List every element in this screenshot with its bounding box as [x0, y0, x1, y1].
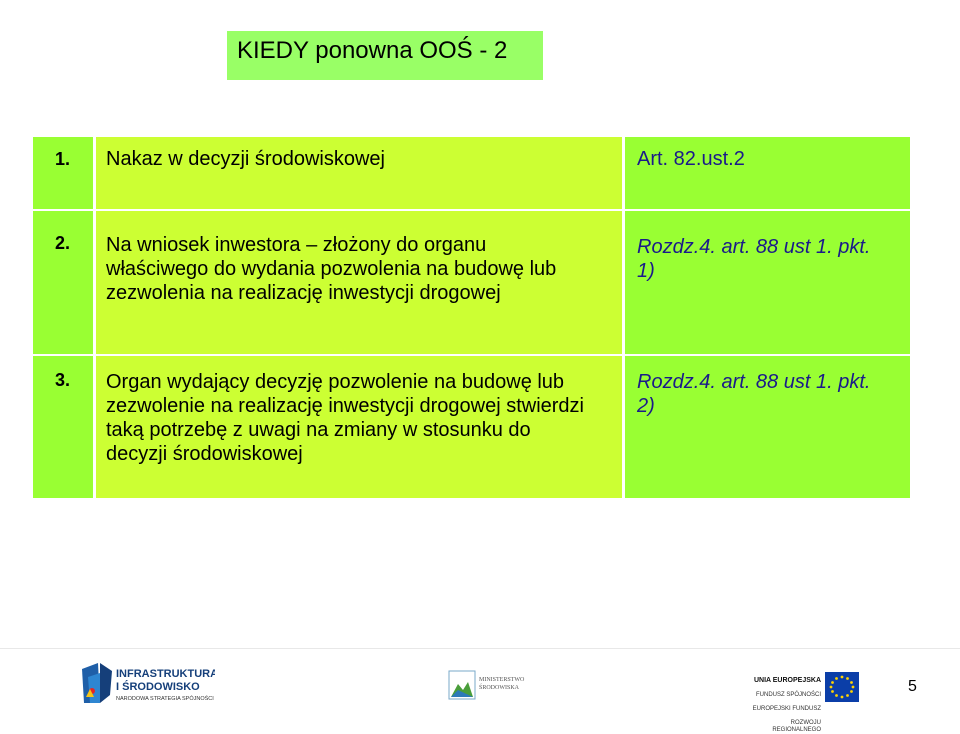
logo-mos-line2: ŚRODOWISKA: [479, 685, 520, 691]
logo-infra-line3: NARODOWA STRATEGIA SPÓJNOŚCI: [116, 696, 214, 702]
ministerstwo-emblem-icon: [448, 670, 528, 702]
row-3-number-cell: [33, 356, 93, 498]
ministerstwo-logo: [448, 670, 528, 702]
row-3-description-cell: [96, 356, 622, 498]
row-2-reference-cell: [625, 211, 910, 354]
title-box: [227, 31, 543, 80]
row-description: Nakaz w decyzji środowiskowej: [106, 148, 385, 170]
infrastruktura-emblem-icon: [80, 663, 215, 705]
row-number: 2.: [55, 233, 71, 253]
row-1-reference-cell: [625, 137, 910, 209]
row-2-number-cell: [33, 211, 93, 354]
eu-line4: ROZWOJU REGIONALNEGO: [772, 720, 821, 733]
row-description: Na wniosek inwestora – złożony do organu właściwego do wydania pozwolenia na budowę lub zezwolenia na realizację inwestycji drogowej: [106, 234, 557, 304]
logo-mos-line1: MINISTERSTWO: [479, 677, 525, 683]
row-reference: Rozdz.4. art. 88 ust 1. pkt. 1): [637, 236, 871, 282]
eu-line2: FUNDUSZ SPÓJNOŚCI: [755, 692, 821, 698]
footer-divider: [0, 648, 960, 649]
row-1-description-cell: [96, 137, 622, 209]
eu-logo-text: [745, 670, 821, 734]
infrastruktura-logo: [80, 663, 215, 705]
eu-flag-icon: [825, 672, 859, 702]
page-number: 5: [908, 678, 917, 695]
eu-line1: UNIA EUROPEJSKA: [753, 677, 821, 684]
eu-line3: EUROPEJSKI FUNDUSZ: [752, 706, 821, 712]
eu-logo: [745, 668, 860, 733]
row-number: 1.: [55, 149, 71, 169]
page-title: KIEDY ponowna OOŚ - 2: [237, 37, 508, 64]
logo-infra-line1: INFRASTRUKTURA: [116, 668, 215, 680]
row-1-number-cell: [33, 137, 93, 209]
row-2-description-cell: [96, 211, 622, 354]
row-description: Organ wydający decyzję pozwolenie na budowę lub zezwolenie na realizację inwestycji drogowej stwierdzi taką potrzebę z uwagi na zmiany w stosunku do decyzji środowiskowej: [106, 371, 584, 465]
logo-infra-line2: I ŚRODOWISKO: [116, 681, 200, 693]
row-reference: Rozdz.4. art. 88 ust 1. pkt. 2): [637, 371, 871, 417]
row-3-reference-cell: [625, 356, 910, 498]
row-number: 3.: [55, 370, 71, 390]
row-reference: Art. 82.ust.2: [637, 148, 745, 170]
